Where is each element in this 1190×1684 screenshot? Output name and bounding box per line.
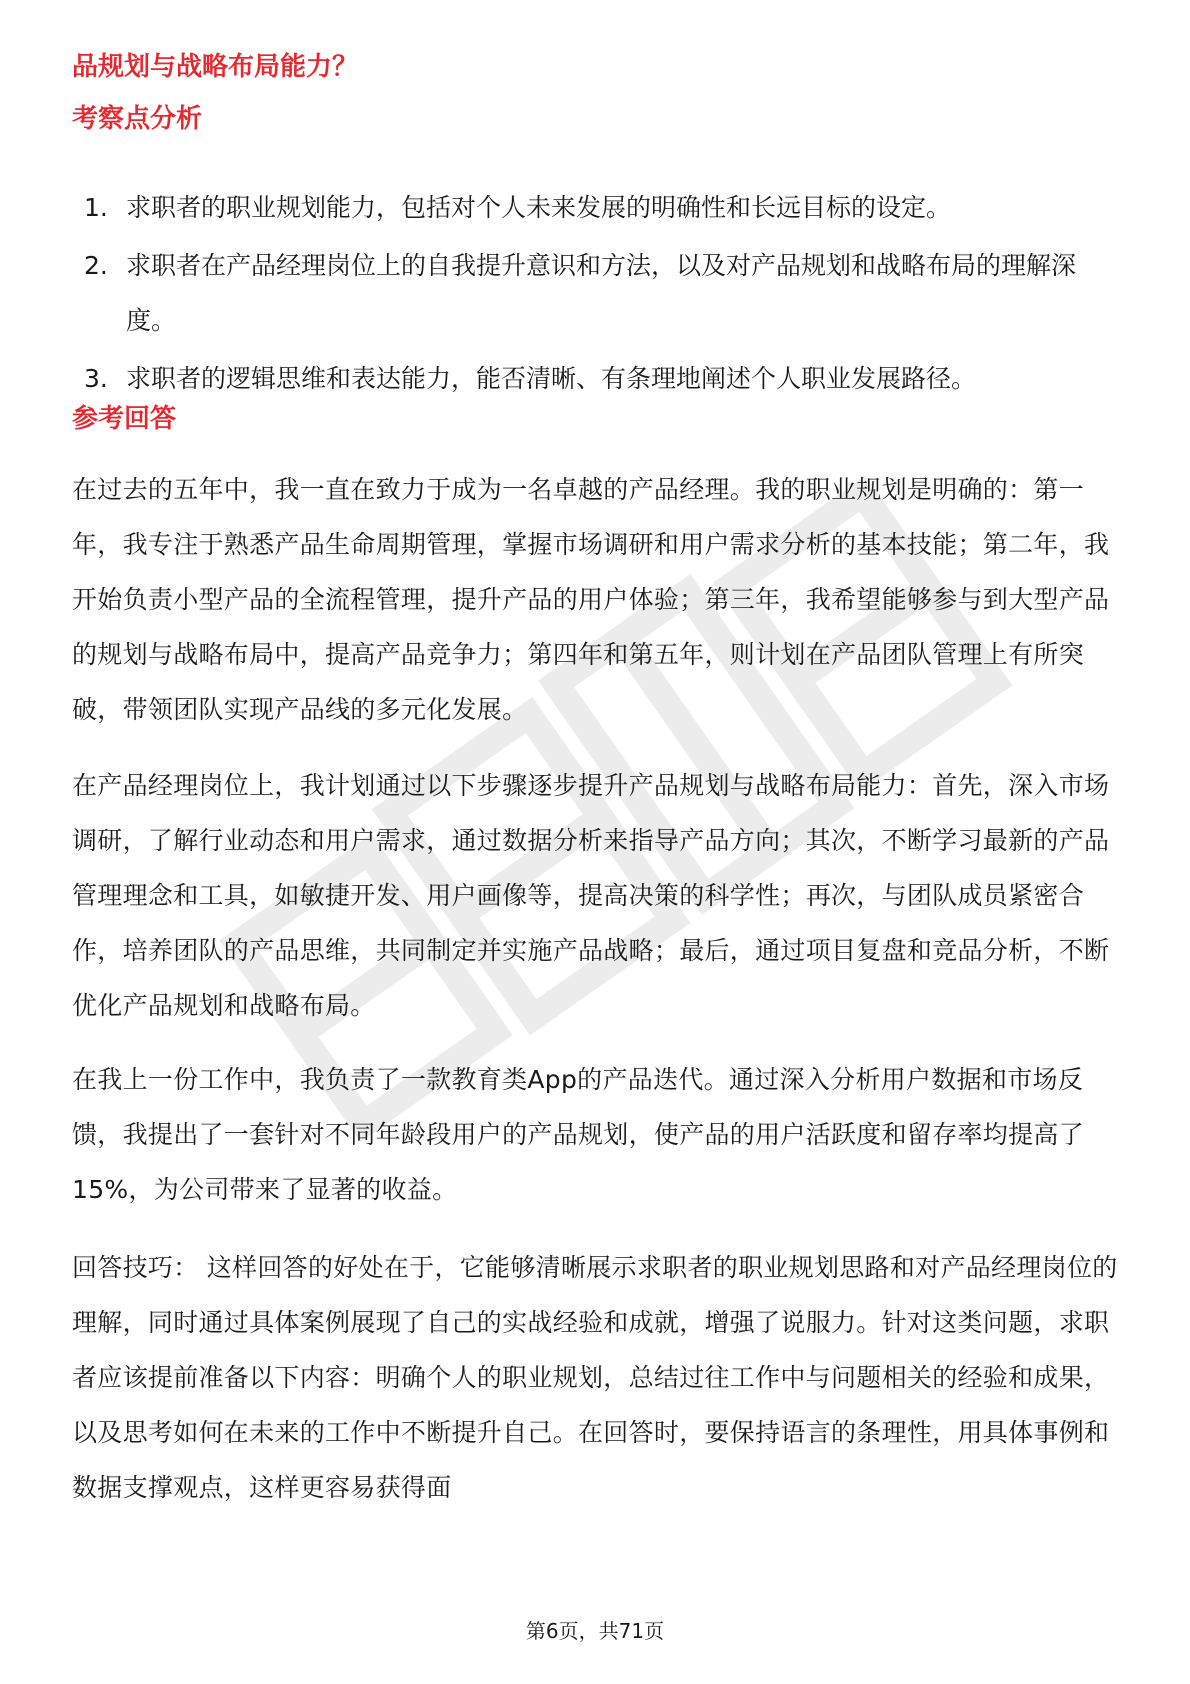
- list-item-text: 求职者在产品经理岗位上的自我提升意识和方法，以及对产品规划和战略布局的理解深度。: [126, 251, 1077, 335]
- list-item: [84, 180, 1124, 235]
- answer-heading: 参考回答: [72, 404, 177, 434]
- list-item-number: 1.: [84, 193, 108, 222]
- analysis-heading: 考察点分析: [72, 104, 203, 134]
- analysis-list: [84, 180, 1124, 409]
- answer-tips-paragraph: 回答技巧： 这样回答的好处在于，它能够清晰展示求职者的职业规划思路和对产品经理岗位的理解，同时通过具体案例展现了自己的实战经验和成就，增强了说服力。针对这类问题，求职者应该提前准备以下内容：明确个人的职业规划，总结过往工作中与问题相关的经验和成果，以及思考如何在未来的工作中不断提升自己。在回答时，要保持语言的条理性，用具体事例和数据支撑观点，这样更容易获得面: [72, 1253, 1118, 1502]
- list-item-text: 求职者的逻辑思维和表达能力，能否清晰、有条理地阐述个人职业发展路径。: [126, 364, 977, 393]
- answer-paragraph-work-example: 在我上一份工作中，我负责了一款教育类App的产品迭代。通过深入分析用户数据和市场反馈，我提出了一套针对不同年龄段用户的产品规划，使产品的用户活跃度和留存率均提高了15%，为公司带来了显著的收益。: [72, 1065, 1085, 1204]
- list-item: [84, 351, 1124, 406]
- list-item-number: 3.: [84, 364, 108, 393]
- list-item-number: 2.: [84, 251, 108, 280]
- page-number-footer: 第6页，共71页: [525, 1619, 665, 1643]
- answer-paragraph-improvement-steps: 在产品经理岗位上，我计划通过以下步骤逐步提升产品规划与战略布局能力：首先，深入市场调研，了解行业动态和用户需求，通过数据分析来指导产品方向；其次，不断学习最新的产品管理理念和工具，如敏捷开发、用户画像等，提高决策的科学性；再次，与团队成员紧密合作，培养团队的产品思维，共同制定并实施产品战略；最后，通过项目复盘和竞品分析，不断优化产品规划和战略布局。: [72, 771, 1110, 1020]
- answer-paragraph-career-plan: 在过去的五年中，我一直在致力于成为一名卓越的产品经理。我的职业规划是明确的：第一年，我专注于熟悉产品生命周期管理，掌握市场调研和用户需求分析的基本技能；第二年，我开始负责小型产品的全流程管理，提升产品的用户体验；第三年，我希望能够参与到大型产品的规划与战略布局中，提高产品竞争力；第四年和第五年，则计划在产品团队管理上有所突破，带领团队实现产品线的多元化发展。: [72, 475, 1110, 724]
- question-heading-continuation: 品规划与战略布局能力？: [72, 52, 359, 82]
- list-item-text: 求职者的职业规划能力，包括对个人未来发展的明确性和长远目标的设定。: [126, 193, 952, 222]
- list-item: [84, 238, 1124, 348]
